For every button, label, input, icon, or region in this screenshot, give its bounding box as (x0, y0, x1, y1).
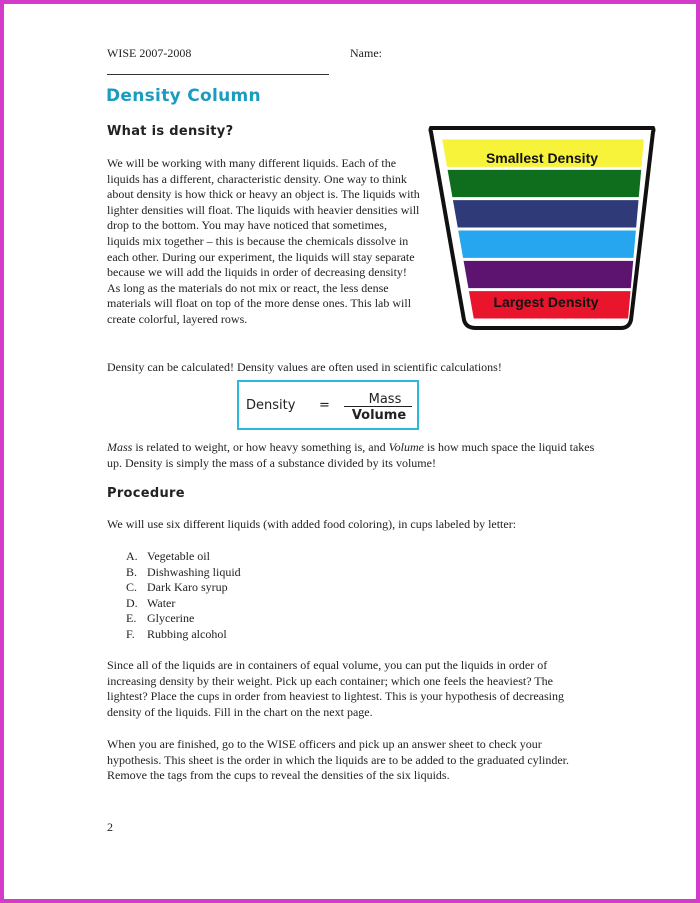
list-item-letter: E. (126, 611, 137, 626)
layer-navy (453, 200, 639, 227)
list-item-letter: D. (126, 595, 138, 610)
mass-text: is related to weight, or how heavy something is, and (132, 440, 389, 454)
formula-lhs: Density (246, 398, 296, 413)
list-item-letter: C. (126, 580, 138, 595)
label-smallest-density: Smallest Density (485, 150, 599, 166)
list-item (126, 627, 241, 643)
density-formula (237, 380, 419, 430)
list-item (126, 596, 241, 612)
list-item-text: Water (147, 595, 176, 610)
heading-procedure: Procedure (107, 486, 185, 501)
list-item (126, 565, 241, 581)
header-course: WISE 2007-2008 (107, 46, 192, 60)
page-number: 2 (107, 820, 113, 834)
list-item-letter: B. (126, 564, 138, 579)
list-item-text: Dishwashing liquid (147, 564, 241, 579)
layer-blue (458, 231, 636, 258)
heading-what-is-density: What is density? (107, 124, 234, 139)
volume-text: is how much space the liquid takes up. Density is simply the mass of a substance divided by its volume! (107, 440, 595, 470)
density-column-diagram (428, 124, 656, 332)
layer-green (448, 170, 642, 197)
formula-denominator: Volume (351, 408, 407, 423)
intro-paragraph: We will be working with many different liquids. Each of the liquids has a different, characteristic density. One way to think about density is how thick or heavy an object is. The liquids with lighter densities will float. The liquids with heavier densities will drop to the bottom. You may have noticed that sometimes, liquids mix together – this is because the chemicals dissolve in each other. During our experiment, the liquids will stay separate because we will add the liquids in order of decreasing density! As long as the materials do not mix or react, the less dense materials will float on top of the more dense ones. This lab will create colorful, layered rows. (107, 156, 420, 326)
list-item-text: Vegetable oil (147, 549, 210, 563)
formula-equals: = (319, 398, 330, 413)
list-item (126, 611, 241, 627)
list-item-text: Dark Karo syrup (147, 580, 228, 595)
procedure-intro: We will use six different liquids (with added food coloring), in cups labeled by letter: (107, 517, 517, 531)
page-title: Density Column (106, 86, 261, 106)
mass-term: Mass (107, 440, 133, 454)
liquid-list (126, 549, 241, 643)
mass-volume-paragraph (107, 440, 597, 471)
list-item (126, 549, 241, 565)
formula-numerator: Mass (368, 392, 402, 407)
answer-sheet-paragraph: When you are finished, go to the WISE officers and pick up an answer sheet to check your hypothesis. This sheet is the order in which the liquids are to be added to the graduated cylinder. Remove the tags from the cups to reveal the densities of the six liquids. (107, 737, 569, 783)
list-item-text: Rubbing alcohol (147, 626, 227, 641)
volume-term: Volume (388, 440, 424, 454)
header-name-label: Name: (350, 46, 382, 60)
name-line (107, 74, 329, 75)
list-item-text: Glycerine (147, 611, 195, 626)
list-item (126, 580, 241, 596)
calc-sentence: Density can be calculated! Density values are often used in scientific calculations! (107, 360, 502, 374)
hypothesis-paragraph: Since all of the liquids are in containers of equal volume, you can put the liquids in order of increasing density by their weight. Pick up each container; which one feels the heaviest? The lightest? Place the cups in order from heaviest to lightest. This is your hypothesis of decreasing density of the liquids. Fill in the chart on the next page. (107, 658, 565, 719)
list-item-letter: F. (126, 626, 135, 641)
list-item-letter: A. (126, 549, 138, 563)
label-largest-density: Largest Density (493, 294, 599, 310)
layer-purple (464, 261, 634, 288)
fraction-bar (344, 406, 412, 407)
